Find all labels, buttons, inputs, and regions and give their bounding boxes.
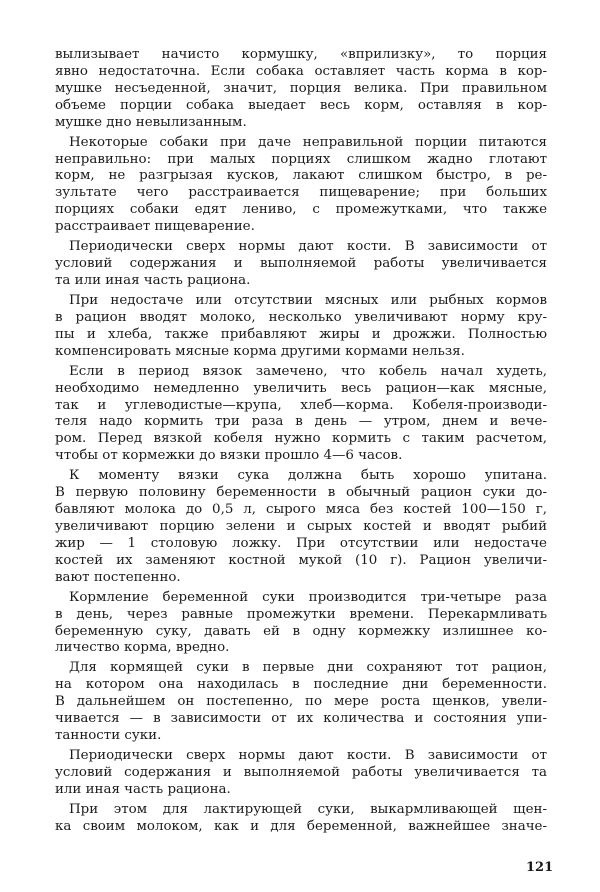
text-line: ром. Перед вязкой кобеля нужно кормить с таким расчетом, [55, 431, 547, 447]
text-line: При этом для лактирующей суки, выкармливающей щен- [69, 801, 547, 817]
text-line: мушке несъеденной, значит, порция велика. При правильном [55, 80, 547, 96]
text-line: теля надо кормить три раза в день — утром, днем и вече- [55, 414, 547, 430]
paragraph [55, 47, 547, 131]
paragraph [55, 660, 547, 744]
text-line: неправильно: при малых порциях слишком жадно глотают [55, 151, 547, 167]
text-line: Для кормящей суки в первые дни сохраняют тот рацион, [69, 660, 547, 676]
text-line: личество корма, вредно. [55, 640, 230, 656]
text-line: необходимо немедленно увеличить весь рацион—как мясные, [55, 380, 547, 396]
text-line: чтобы от кормежки до вязки прошло 4—6 часов. [55, 448, 403, 464]
page-body [55, 47, 547, 839]
text-line: чивается — в зависимости от их количества и состояния упи- [55, 711, 547, 727]
paragraph [55, 293, 547, 361]
text-line: или иная часть рациона. [55, 781, 231, 797]
text-line: объеме порции собака выедает весь корм, оставляя в кор- [55, 97, 547, 113]
text-line: Периодически сверх нормы дают кости. В зависимости от [69, 239, 547, 255]
text-line: танности суки. [55, 728, 162, 744]
text-line: К моменту вязки сука должна быть хорошо упитана. [69, 468, 547, 484]
text-line: бавляют молока до 0,5 л, сырого мяса без костей 100—150 г, [55, 502, 547, 518]
text-line: В первую половину беременности в обычный рацион суки до- [55, 485, 547, 501]
text-line: ка своим молоком, как и для беременной, важнейшее значе- [55, 818, 547, 834]
paragraph [55, 802, 547, 836]
text-line: так и углеводистые—крупа, хлеб—корма. Кобеля-производи- [55, 397, 547, 413]
paragraph [55, 590, 547, 658]
text-line: Некоторые собаки при даче неправильной порции питаются [69, 134, 547, 150]
text-line: мушке дно невылизанным. [55, 114, 247, 130]
text-line: При недостаче или отсутствии мясных или рыбных кормов [69, 293, 547, 309]
text-line: вают постепенно. [55, 569, 181, 585]
text-line: в день, через равные промежутки времени. Перекармливать [55, 606, 547, 622]
text-line: пы и хлеба, также прибавляют жиры и дрожжи. Полностью [55, 326, 547, 342]
page-number: 121 [526, 860, 554, 875]
text-line: Кормление беременной суки производится три-четыре раза [69, 589, 547, 605]
text-line: беременную суку, давать ей в одну кормежку излишнее ко- [55, 623, 547, 639]
text-line: порциях собаки едят лениво, с промежутками, что также [55, 202, 547, 218]
text-line: условий содержания и выполняемой работы увеличивается [55, 256, 547, 272]
text-line: увеличивают порцию зелени и сырых костей и вводят рыбий [55, 518, 547, 534]
text-line: на котором она находилась в последние дни беременности. [55, 677, 547, 693]
text-line: вылизывает начисто кормушку, «вприлизку», то порция [55, 47, 547, 62]
text-line: явно недостаточна. Если собака оставляет часть корма в кор- [55, 63, 547, 79]
paragraph [55, 239, 547, 290]
paragraph [55, 364, 547, 465]
text-line: та или иная часть рациона. [55, 272, 251, 288]
text-line: костей их заменяют костной мукой (10 г). Рацион увеличи- [55, 552, 547, 568]
text-line: В дальнейшем он постепенно, по мере роста щенков, увели- [55, 694, 547, 710]
text-line: расстраивает пищеварение. [55, 219, 255, 235]
paragraph [55, 748, 547, 799]
text-line: жир — 1 столовую ложку. При отсутствии или недостаче [55, 535, 547, 551]
text-line: Периодически сверх нормы дают кости. В зависимости от [69, 748, 547, 764]
text-line: условий содержания и выполняемой работы увеличивается та [55, 765, 547, 781]
text-line: Если в период вязок замечено, что кобель начал худеть, [69, 363, 547, 379]
paragraph [55, 135, 547, 236]
text-line: в рацион вводят молоко, несколько увеличивают норму кру- [55, 309, 547, 325]
text-line: корм, не разгрызая кусков, лакают слишком быстро, в ре- [55, 168, 547, 184]
text-line: компенсировать мясные корма другими кормами нельзя. [55, 343, 465, 359]
paragraph [55, 468, 547, 586]
text-line: зультате чего расстраивается пищеварение; при больших [55, 185, 547, 201]
